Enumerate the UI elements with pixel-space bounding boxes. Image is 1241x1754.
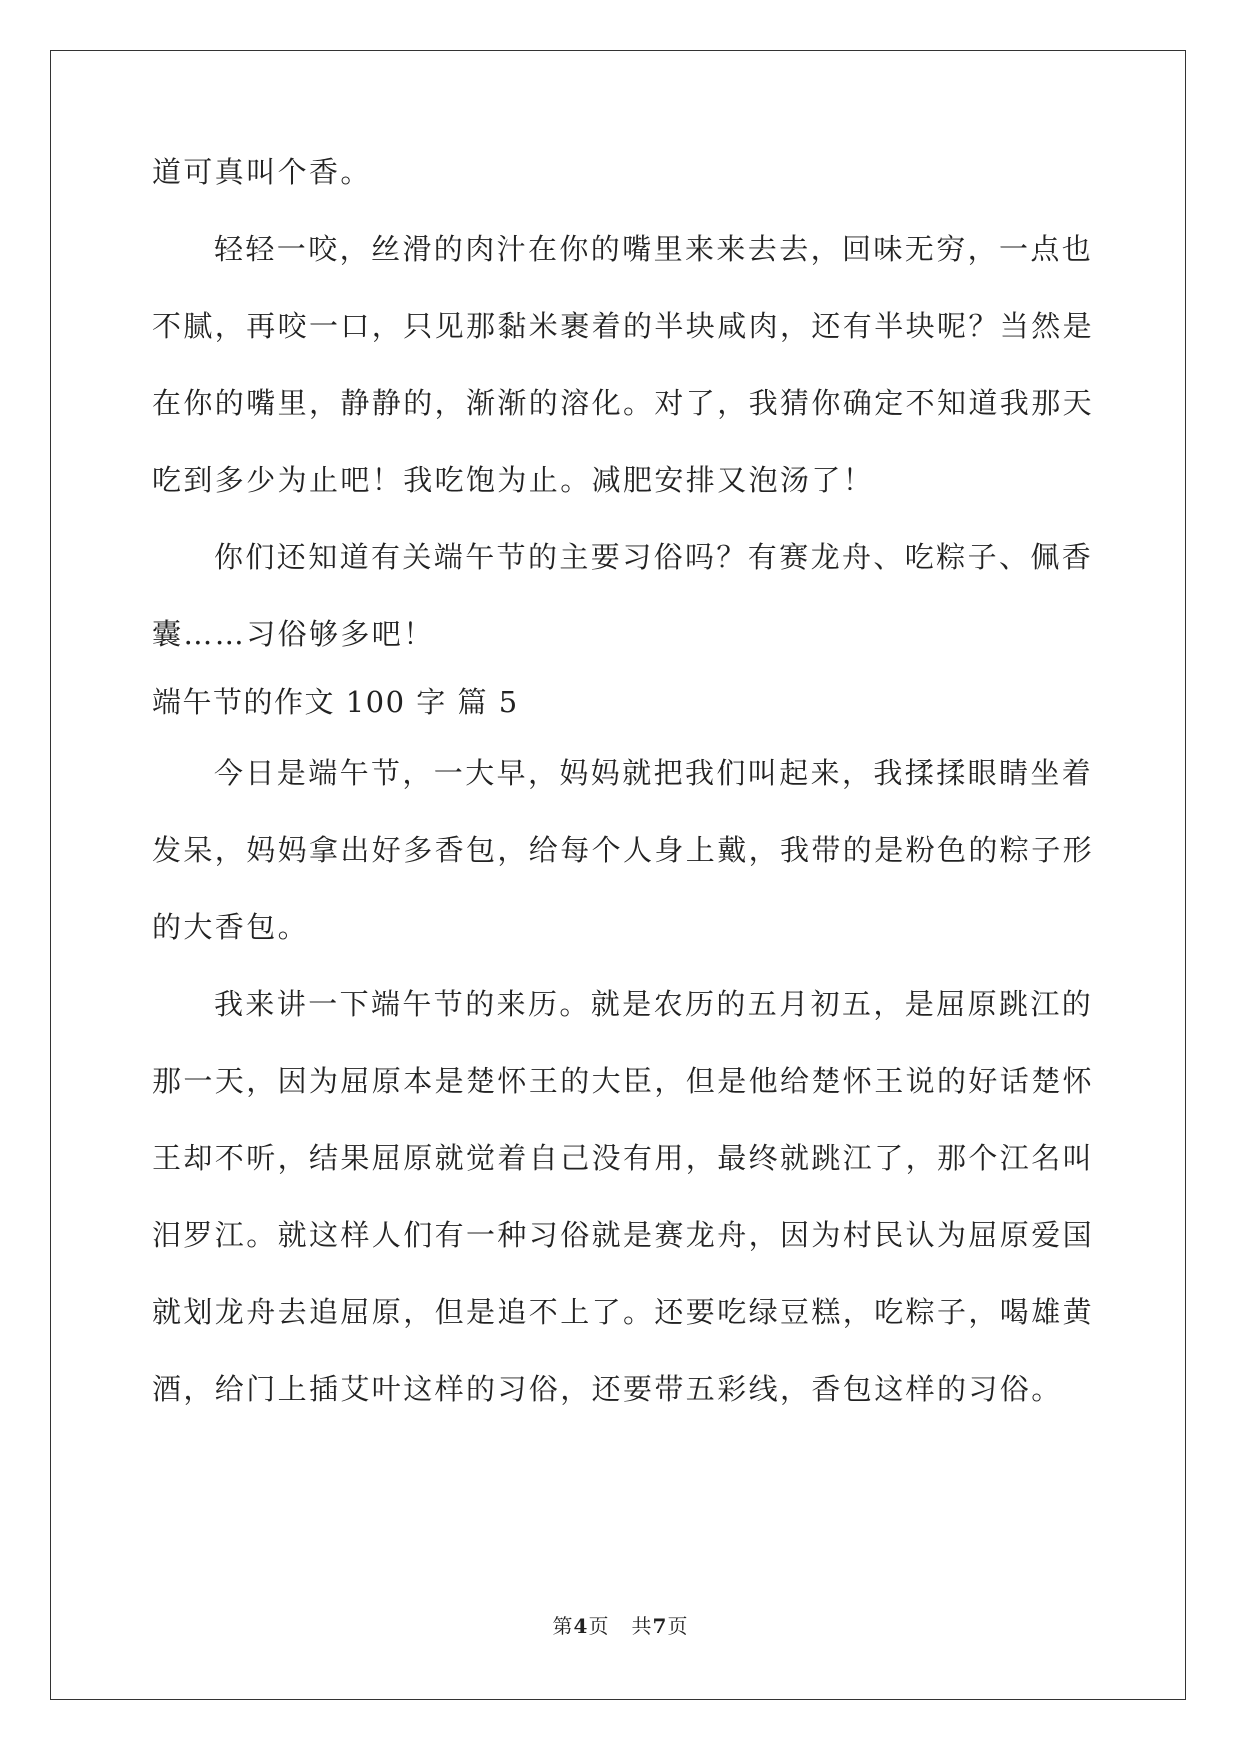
paragraph-line: 的大香包。 — [152, 910, 310, 944]
paragraph-line: 酒，给门上插艾叶这样的习俗，还要带五彩线，香包这样的习俗。 — [152, 1372, 1063, 1406]
paragraph-line: 不腻，再咬一口，只见那黏米裹着的半块咸肉，还有半块呢？当然是 — [152, 309, 1095, 343]
page-prefix: 第 — [552, 1614, 574, 1638]
paragraph-line: 我来讲一下端午节的来历。就是农历的五月初五，是屈原跳江的 — [214, 987, 1094, 1021]
paragraph-line: 汨罗江。就这样人们有一种习俗就是赛龙舟，因为村民认为屈原爱国 — [152, 1218, 1095, 1252]
page-current: 4 — [573, 1614, 589, 1638]
page-total: 7 — [652, 1614, 668, 1638]
paragraph-line: 道可真叫个香。 — [152, 155, 372, 189]
paragraph-line: 发呆，妈妈拿出好多香包，给每个人身上戴，我带的是粉色的粽子形 — [152, 833, 1095, 867]
paragraph-line: 轻轻一咬，丝滑的肉汁在你的嘴里来来去去，回味无穷，一点也 — [214, 232, 1094, 266]
paragraph-line: 就划龙舟去追屈原，但是追不上了。还要吃绿豆糕，吃粽子，喝雄黄 — [152, 1295, 1095, 1329]
page-suffix: 页 — [588, 1614, 610, 1638]
paragraph-line: 那一天，因为屈原本是楚怀王的大臣，但是他给楚怀王说的好话楚怀 — [152, 1064, 1095, 1098]
paragraph-line: 在你的嘴里，静静的，渐渐的溶化。对了，我猜你确定不知道我那天 — [152, 386, 1095, 420]
page-border — [50, 50, 1186, 1700]
total-suffix: 页 — [667, 1614, 689, 1638]
section-heading: 端午节的作文 100 字 篇 5 — [152, 685, 519, 719]
paragraph-line: 你们还知道有关端午节的主要习俗吗？有赛龙舟、吃粽子、佩香 — [214, 540, 1094, 574]
total-prefix: 共 — [631, 1614, 653, 1638]
paragraph-line: 囊……习俗够多吧！ — [152, 617, 435, 651]
paragraph-line: 王却不听，结果屈原就觉着自己没有用，最终就跳江了，那个江名叫 — [152, 1141, 1095, 1175]
paragraph-line: 吃到多少为止吧！我吃饱为止。减肥安排又泡汤了！ — [152, 463, 875, 497]
paragraph-line: 今日是端午节，一大早，妈妈就把我们叫起来，我揉揉眼睛坐着 — [214, 756, 1094, 790]
page-footer — [0, 1610, 1241, 1639]
